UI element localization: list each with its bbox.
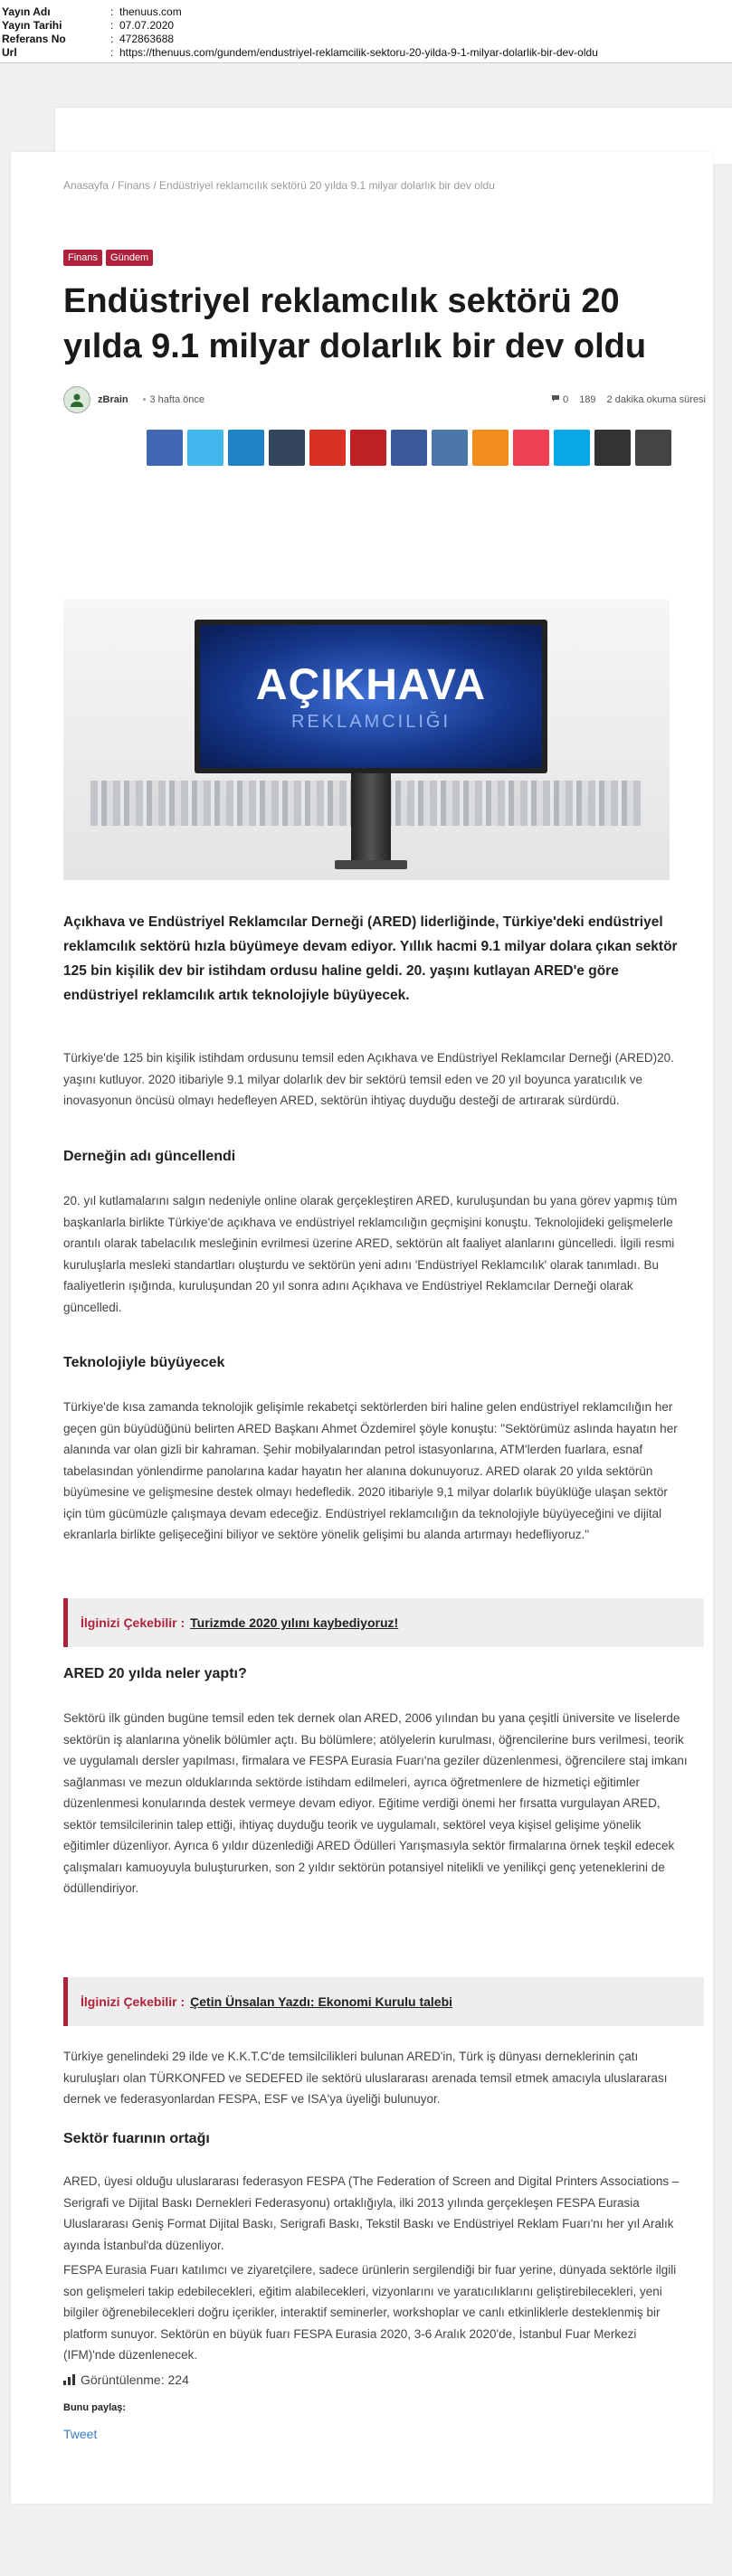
heading-teknoloji: Teknolojiyle büyüyecek xyxy=(63,1355,225,1370)
post-stats xyxy=(551,394,706,405)
category-tags xyxy=(63,250,153,266)
share-button-9[interactable] xyxy=(472,430,509,466)
meta-separator: : xyxy=(110,33,114,45)
comment-icon xyxy=(551,394,560,402)
share-button-10[interactable] xyxy=(513,430,549,466)
heading-dernek: Derneğin adı güncellendi xyxy=(63,1149,236,1164)
related-label: İlginizi Çekebilir : xyxy=(81,1615,185,1630)
meta-row-url xyxy=(0,46,732,60)
tweet-link[interactable]: Tweet xyxy=(63,2427,98,2441)
related-box-2 xyxy=(63,1977,704,2026)
meta-key: Url xyxy=(2,46,17,59)
view-counter xyxy=(63,2372,189,2387)
share-button-6[interactable] xyxy=(350,430,386,466)
meta-separator: : xyxy=(110,46,114,59)
meta-separator: : xyxy=(110,5,114,18)
billboard-pole xyxy=(351,773,391,864)
hero-image xyxy=(63,600,670,880)
category-tag-gundem[interactable]: Gündem xyxy=(106,250,153,266)
article-lead: Açıkhava ve Endüstriyel Reklamcılar Derneği (ARED) liderliğinde, Türkiye'deki endüstriyel reklamcılık sektörü hızla büyümeye devam ediyor. Yıllık hacmi 9.1 milyar dolara çıkan sektör 125 bin kişilik dev bir istihdam ordusu haline geldi. 20. yaşını kutlayan ARED'e göre endüstriyel reklamcılık artık teknolojiyle büyüyecek. xyxy=(63,914,678,1003)
paragraph-3: Türkiye'de kısa zamanda teknolojik gelişimle rekabetçi sektörlerden biri haline gelen endüstriyel reklamcılığın her geçen gün büyüdüğünü belirten ARED Başkanı Ahmet Özdemirel şöyle konuştu: "Sektörümüz aslında hayatın her alanında var olan gizli bir kahraman. Şehir mobilyalarından petrol istasyonlarına, ATM'lerden fuarlara, esnaf tabelasından yönlendirme panolarına kadar hayatın her alanına dokunuyoruz. ARED olarak 20 yılda sektörün büyümesine ve gelişmesine destek olmayı hedefledik. 2020 itibariyle 9,1 milyar dolarlık büyüklüğe ulaşan sektör için tüm gücümüzle çalışmaya devam edeceğiz. Endüstriyel reklamcılığın da teknolojiyle büyüyeceğini ve dijital ekranlarla birlikte gelişeceğini biliyor ve sektöre yönelik gelişimi bu alanda artırmayı hedefliyoruz." xyxy=(63,1400,678,1541)
share-label: Bunu paylaş: xyxy=(63,2402,127,2413)
meta-row-date xyxy=(0,19,732,33)
meta-value: https://thenuus.com/gundem/endustriyel-reklamcilik-sektoru-20-yilda-9-1-milyar-dolarlik-bir-dev-oldu xyxy=(119,46,598,59)
meta-value: 472863688 xyxy=(119,33,175,45)
share-button-7[interactable] xyxy=(391,430,427,466)
share-button-8[interactable] xyxy=(432,430,468,466)
share-button-3[interactable] xyxy=(228,430,264,466)
share-button-11[interactable] xyxy=(554,430,590,466)
breadcrumb[interactable]: Anasayfa / Finans / Endüstriyel reklamcılık sektörü 20 yılda 9.1 milyar dolarlık bir dev oldu xyxy=(63,179,495,192)
billboard-face xyxy=(200,625,542,768)
heading-fuar: Sektör fuarının ortağı xyxy=(63,2131,210,2146)
meta-key: Referans No xyxy=(2,33,66,45)
paragraph-7: FESPA Eurasia Fuarı katılımcı ve ziyaretçilere, sadece ürünlerin sergilendiği bir fuar yerine, dünyada sektörle ilgili son gelişmeleri takip edebilecekleri, eğitim alabilecekleri, vizyonlarını ve yaratıcılıklarını geliştirebilecekleri, yeni bilgiler öğrenebilecekleri doğru içerikler, interaktif seminerler, workshoplar ve canlı etkinliklerle desteklenmiş bir platform sunuyor. Sektörün en büyük fuarı FESPA Eurasia 2020, 3-6 Aralık 2020'de, İstanbul Fuar Merkezi (IFM)'nde düzenlenecek. xyxy=(63,2263,677,2362)
share-button-4[interactable] xyxy=(269,430,305,466)
bar-chart-icon xyxy=(63,2374,75,2385)
article-card xyxy=(11,152,713,2504)
billboard xyxy=(195,620,547,773)
paragraph-2: 20. yıl kutlamalarını salgın nedeniyle online olarak gerçekleştiren ARED, kuruluşundan bu yana görev yapmış tüm başkanlarla birlikte Türkiye'de açıkhava ve endüstriyel reklamcılığın geçmişini konuştu. Teknolojideki gelişmelerle orantılı olarak tabelacılık mesleğinin evrilmesi üzerine ARED, sektörün alt faaliyet alanlarını güncelledi. İlgili resmi kuruluşlarla mesleki standartları oluşturdu ve sektörün yeni adını 'Endüstriyel Reklamcılık' olarak tanımladı. Bu faaliyetlerin ışığında, kuruluşundan 20 yıl sonra adını Açıkhava ve Endüstriyel Reklamcılar Derneği olarak güncelledi. xyxy=(63,1194,678,1314)
related-link-ekonomi[interactable]: Çetin Ünsalan Yazdı: Ekonomi Kurulu talebi xyxy=(190,1994,453,2009)
share-button-12[interactable] xyxy=(594,430,631,466)
clock-icon: • xyxy=(142,394,147,405)
share-button-1[interactable] xyxy=(147,430,183,466)
related-box-1 xyxy=(63,1598,704,1647)
category-tag-finans[interactable]: Finans xyxy=(63,250,102,266)
comment-count[interactable] xyxy=(551,394,568,405)
publish-time: 3 hafta önce xyxy=(149,394,205,405)
meta-value: 07.07.2020 xyxy=(119,19,175,32)
paragraph-1: Türkiye'de 125 bin kişilik istihdam ordusunu temsil eden Açıkhava ve Endüstriyel Reklamcılar Derneği (ARED)20. yaşını kutluyor. 2020 itibariyle 9.1 milyar dolarlık dev bir sektörü temsil eden ve 20 yıl boyunca yaratıcılık ve inovasyonun öncüsü olmayı hedefleyen ARED, sektörün ihtiyaç duyduğu desteği de artırarak sürdürdü. xyxy=(63,1051,674,1107)
meta-row-ref xyxy=(0,33,732,46)
publication-meta xyxy=(0,0,732,63)
meta-separator: : xyxy=(110,19,114,32)
paragraph-4: Sektörü ilk günden bugüne temsil eden tek dernek olan ARED, 2006 yılından bu yana çeşitli üniversite ve liselerde sektörün iş alanlarına yönelik bölümler açtı. Bu bölümlere; atölyelerin kurulması, öğrencilerine burs verilmesi, teorik ve uygulamalı dersler yapılması, firmalara ve FESPA Eurasia Fuarı'na geziler düzenlenmesi, öğrencilere staj imkanı sağlanması ve mezun olduklarında sektörde istihdam edilmeleri, ayrıca öğretmenlere de hizmetiçi eğitimler düzenlenmesi konularında destek vermeye devam ediyor. Eğitime verdiği önemi her fırsatta vurgulayan ARED, sektör temsilcilerinin talep ettiği, ihtiyaç duyduğu teorik ve uygulamalı, sektörel veya kişisel gelişime yönelik eğitimler düzenliyor. Ayrıca 6 yıldır düzenlediği ARED Ödülleri Yarışmasıyla sektör firmalarına örnek teşkil edecek çalışmaları kamuoyuyla buluştururken, son 2 yıldır sektörün potansiyel nitelikli ve yenilikçi genç yeteneklerini de ödüllendiriyor. xyxy=(63,1711,688,1895)
user-icon xyxy=(69,392,85,408)
article-title: Endüstriyel reklamcılık sektörü 20 yılda 9.1 milyar dolarlık bir dev oldu xyxy=(63,282,647,365)
billboard-subtitle: REKLAMCILIĞI xyxy=(290,712,452,732)
billboard-title: AÇIKHAVA xyxy=(255,661,487,709)
author-row xyxy=(63,385,706,414)
paragraph-5: Türkiye genelindeki 29 ilde ve K.K.T.C'de temsilcilikleri bulunan ARED'in, Türk iş dünyası derneklerinin çatı kuruluşları olan TÜRKONFED ve SEDEFED ile sektörü uluslararası arenada temsil etmek amacıyla uluslararası dernek ve federasyonlardan FESPA, ESF ve ISA'ya üyeliği bulunuyor. xyxy=(63,2050,668,2106)
comment-count-value: 0 xyxy=(563,394,569,405)
avatar[interactable] xyxy=(63,386,90,413)
meta-key: Yayın Adı xyxy=(2,5,51,18)
meta-key: Yayın Tarihi xyxy=(2,19,62,32)
share-button-5[interactable] xyxy=(309,430,346,466)
heading-ared-20: ARED 20 yılda neler yaptı? xyxy=(63,1666,247,1681)
related-label: İlginizi Çekebilir : xyxy=(81,1994,185,2009)
meta-value: thenuus.com xyxy=(119,5,182,18)
share-button-13[interactable] xyxy=(635,430,671,466)
related-link-turizm[interactable]: Turizmde 2020 yılını kaybediyoruz! xyxy=(190,1615,399,1630)
read-time: 2 dakika okuma süresi xyxy=(606,394,706,405)
meta-row-name xyxy=(0,5,732,19)
view-count: 189 xyxy=(579,394,596,405)
share-button-2[interactable] xyxy=(187,430,223,466)
billboard-base xyxy=(335,860,407,869)
share-buttons xyxy=(147,430,671,466)
author-name[interactable]: zBrain xyxy=(98,394,128,405)
views-label: Görüntülenme: 224 xyxy=(81,2372,189,2387)
paragraph-6: ARED, üyesi olduğu uluslararası federasyon FESPA (The Federation of Screen and Digital Printers Associations – Serigrafi ve Dijital Baskı Dernekleri Federasyonu) ortaklığıyla, ilki 2013 yılında gerçekleşen FESPA Eurasia Uluslararası Geniş Format Dijital Baskı, Serigrafi Baskı, Tekstil Baskı ve Endüstriyel Reklam Fuarı'nı her yıl Aralık ayında İstanbul'da düzenliyor. xyxy=(63,2174,680,2252)
